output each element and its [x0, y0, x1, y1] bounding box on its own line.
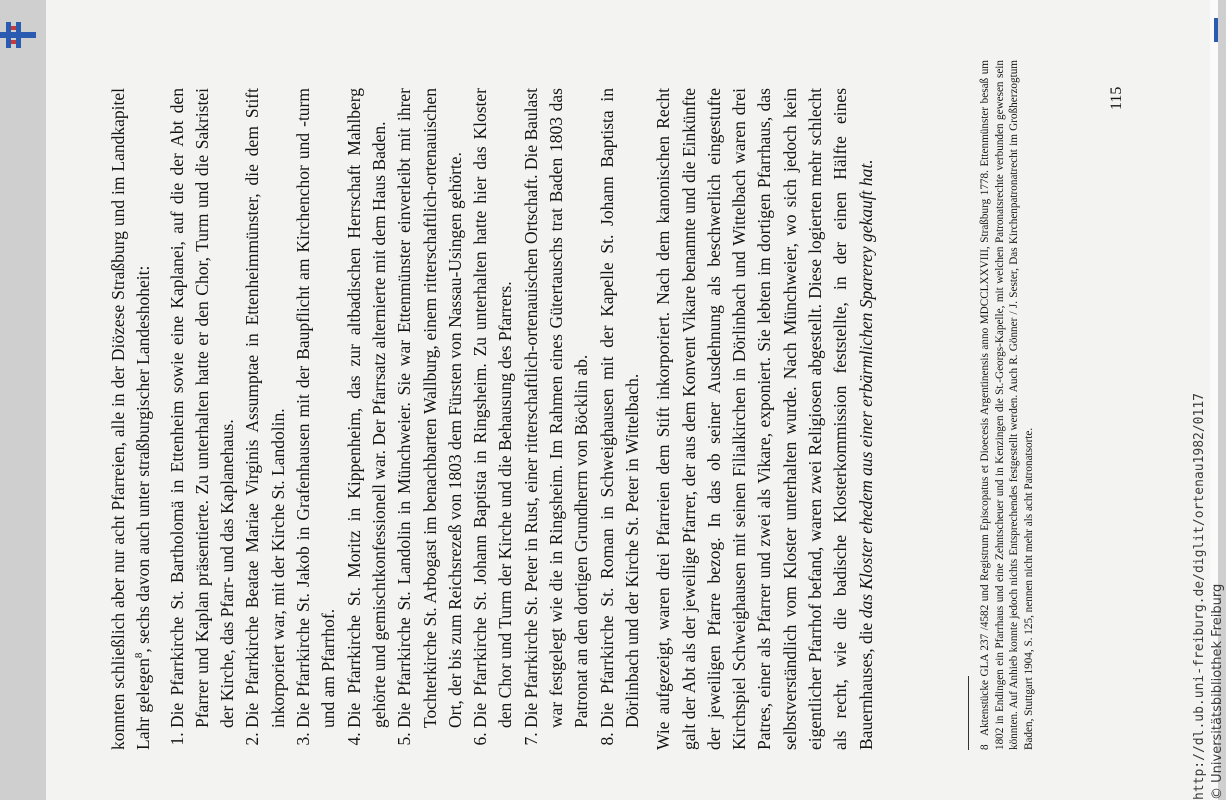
- source-url[interactable]: http://dl.ub.uni-freiburg.de/diglit/ortenau1982/0117: [1192, 393, 1207, 800]
- list-item: 3. Die Pfarrkirche St. Jakob in Grafenhausen mit der Baupflicht am Kirchenchor und -turm und am Pfarrhof.: [291, 88, 342, 728]
- list-item: 2. Die Pfarrkirche Beatae Mariae Virginis Assumptae in Ettenheimmünster, die dem Stift inkorporiert war, mit der Kirche St. Landolin.: [240, 88, 291, 728]
- scanned-page: [46, 0, 1225, 800]
- body-text: [106, 88, 887, 750]
- list-item: 5. Die Pfarrkirche St. Landolin in Münchweier. Sie war Ettenmünster einverleibt mit ihrer Tochterkirche St. Arbogast im benachbarten Wallburg, einem ritterschaftlich-ortenauischen Ort, der bis zum Reichsrezeß von 1803 dem Fürsten von Nassau-Usingen gehörte.: [392, 88, 468, 728]
- page-number: 115: [1108, 86, 1125, 110]
- list-item: 8. Die Pfarrkirche St. Roman in Schweighausen mit der Kapelle St. Johann Baptista in Dörlinbach und der Kirche St. Peter in Wittelbach.: [595, 88, 646, 728]
- footnote: [978, 60, 1036, 750]
- footnote-number: 8: [979, 744, 991, 750]
- footnote-text: Aktenstücke GLA 237 /4582 und Registrum Episcopatus et Dioecesis Argentinensis anno MDCCLXXVIII, Straßburg 1778. Ettenmünster besaß um 1802 in Endingen ein Pfarrhaus und eine Zehntscheuer und in Kenzingen die St.-Georgs-Kapelle, mit welchen Patronatsrechte verbunden gewesen sein könnten. Auf Anhieb konnte jedoch nichts Entsprechendes festgestellt werden. Auch R. Gönner / J. Sester, Das Kirchenpatronatrecht im Großherzogtum Baden, Stuttgart 1904, S. 125, nennen nicht mehr als acht Patronatsorte.: [979, 60, 1035, 750]
- list-item: 7. Die Pfarrkirche St. Peter in Rust, einer ritterschaftlich-ortenauischen Ortschaft. Die Baulast war festgelegt wie die in Ringsheim. Im Rahmen eines Gütertauschs trat Baden 1803 das Patronat an den dortigen Grundherrn von Böcklin ab.: [519, 88, 595, 728]
- list-item: 1. Die Pfarrkirche St. Bartholomä in Ettenheim sowie eine Kaplanei, auf die der Abt den Pfarrer und Kaplan präsentierte. Zu unterhalten hatte er den Chor, Turm und die Sakristei der Kirche, das Pfarr- und das Kaplanehaus.: [165, 88, 241, 728]
- intro-paragraph: konnten schließlich aber nur acht Pfarreien, alle in der Diözese Straßburg und im Landkapitel Lahr gelegen$^8$, sechs davon auch unter straßburgischer Landeshoheit:: [108, 88, 154, 750]
- list-item: 6. Die Pfarrkirche St. Johann Baptista in Ringsheim. Zu unterhalten hatte hier das Kloster den Chor und Turm der Kirche und die Behausung des Pfarrers.: [468, 88, 519, 728]
- rotated-page-content: [46, 0, 1225, 800]
- list-item: 4. Die Pfarrkirche St. Moritz in Kippenheim, das zur altbadischen Herrschaft Mahlberg gehörte und gemischtkonfessionell war. Der Pfarrsatz alternierte mit dem Haus Baden.: [342, 88, 393, 728]
- viewer-left-gutter: [0, 0, 46, 800]
- library-logo-icon: [0, 22, 40, 50]
- copyright-notice: © Universitätsbibliothek Freiburg: [1210, 583, 1225, 800]
- parish-list: [165, 88, 646, 750]
- italic-quote: das Kloster ehedem aus einer erbärmlichen Sparerey gekauft hat.: [855, 159, 876, 619]
- second-paragraph: Wie aufgezeigt, waren drei Pfarreien dem Stift inkorporiert. Nach dem kanonischen Recht galt der Abt als der jeweilige Pfarrer, der aus dem Konvent Vikare benannte und die Einkünfte der jeweiligen Pfarre bezog. In das ob seiner Ausdehnung als beschwerlich eingestufte Kirchspiel Schweighausen mit seinen Filialkirchen in Dörlinbach und Wittelbach waren drei Patres, einer als Pfarrer und zwei als Vikare, exponiert. Sie lebten im dortigen Pfarrhaus, das selbstverständlich vom Kloster unterhalten wurde. Nach Münchweier, wo sich jedoch kein eigentlicher Pfarrhof befand, waren zwei Religiosen abgestellt. Diese logierten mehr schlecht als recht, wie die badische Klosterkommission feststellte, in der einen Hälfte eines Bauernhauses, die das Kloster ehedem aus einer erbärmlichen Sparerey gekauft hat.: [653, 88, 876, 750]
- footnote-rule: [968, 676, 969, 750]
